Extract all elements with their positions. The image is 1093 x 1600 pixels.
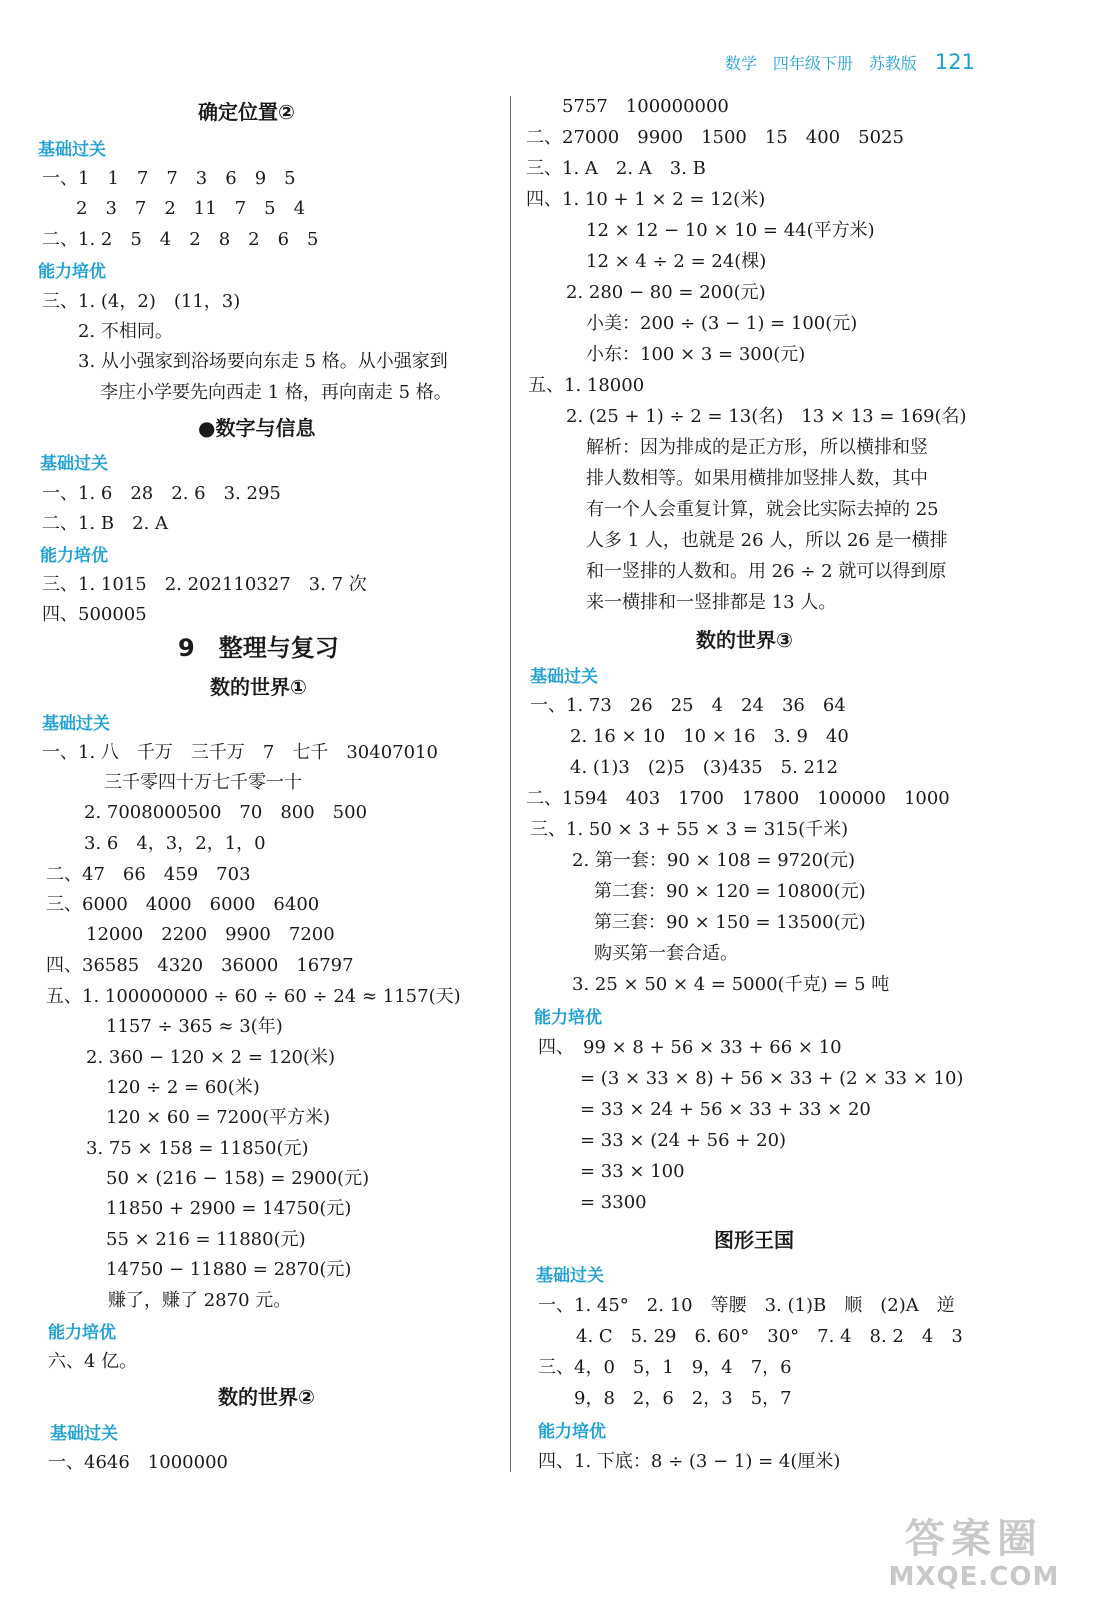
left-text-37: 55 × 216 = 11880(元)	[106, 1229, 306, 1250]
column-divider	[510, 96, 511, 1472]
page-number: 121	[934, 50, 975, 74]
left-label-40: 能力培优	[48, 1323, 116, 1343]
left-text-32: 120 ÷ 2 = 60(米)	[106, 1077, 260, 1098]
left-text-3: 一、1 1 7 7 3 6 9 5	[42, 168, 296, 189]
left-text-29: 五、1. 100000000 ÷ 60 ÷ 60 ÷ 24 ≈ 1157(天)	[46, 986, 461, 1007]
watermark-text: 答案圈	[905, 1516, 1043, 1562]
right-text-1: 5757 100000000	[562, 96, 729, 117]
right-text-34: = 33 × (24 + 56 + 20)	[580, 1130, 787, 1151]
right-title-37: 图形王国	[714, 1228, 794, 1252]
right-text-44: 四、1. 下底：8 ÷ (3 − 1) = 4(厘米)	[538, 1451, 841, 1472]
left-label-2: 基础过关	[38, 140, 106, 160]
left-label-15: 能力培优	[40, 546, 108, 566]
right-text-24: 三、1. 50 × 3 + 55 × 3 = 315(千米)	[530, 819, 849, 840]
right-text-2: 二、27000 9900 1500 15 400 5025	[526, 127, 904, 148]
left-title-42: 数的世界②	[218, 1385, 315, 1409]
right-text-14: 有一个人会重复计算，就会比实际去掉的 25	[586, 499, 939, 520]
right-text-16: 和一竖排的人数和。用 26 ÷ 2 就可以得到原	[586, 561, 947, 582]
right-text-41: 三、4，0 5，1 9，4 7，6	[538, 1357, 792, 1378]
right-text-25: 2. 第一套：90 × 108 = 9720(元)	[572, 850, 856, 871]
right-text-29: 3. 25 × 50 × 4 = 5000(千克) = 5 吨	[572, 974, 890, 995]
right-text-6: 12 × 4 ÷ 2 = 24(棵)	[586, 251, 767, 272]
left-text-26: 三、6000 4000 6000 6400	[46, 894, 320, 915]
left-text-25: 二、47 66 459 703	[46, 864, 251, 885]
header-subject: 数学	[724, 54, 757, 73]
right-text-9: 小东：100 × 3 = 300(元)	[586, 344, 806, 365]
left-text-35: 50 × (216 − 158) = 2900(元)	[106, 1168, 370, 1189]
left-text-39: 赚了，赚了 2870 元。	[108, 1290, 292, 1311]
left-chapter-18: 9 整理与复习	[178, 634, 339, 662]
right-text-27: 第三套：90 × 150 = 13500(元)	[594, 912, 866, 933]
left-text-36: 11850 + 2900 = 14750(元)	[106, 1198, 352, 1219]
left-text-34: 3. 75 × 158 = 11850(元)	[86, 1138, 309, 1159]
left-text-17: 四、500005	[42, 604, 147, 625]
left-text-41: 六、4 亿。	[48, 1351, 138, 1372]
left-title-19: 数的世界①	[210, 675, 307, 699]
left-text-33: 120 × 60 = 7200(平方米)	[106, 1107, 331, 1128]
left-text-24: 3. 6 4，3，2，1，0	[84, 833, 266, 854]
right-title-18: 数的世界③	[696, 628, 793, 652]
right-text-39: 一、1. 45° 2. 10 等腰 3. (1)B 顺 (2)A 逆	[538, 1295, 955, 1316]
right-text-31: 四、 99 × 8 + 56 × 33 + 66 × 10	[538, 1037, 842, 1058]
right-text-21: 2. 16 × 10 10 × 16 3. 9 40	[570, 726, 849, 747]
right-text-12: 解析：因为排成的是正方形，所以横排和竖	[586, 437, 928, 458]
left-text-38: 14750 − 11880 = 2870(元)	[106, 1259, 352, 1280]
right-text-22: 4. (1)3 (2)5 (3)435 5. 212	[570, 757, 838, 778]
left-text-22: 三千零四十万七千零一十	[104, 772, 302, 793]
left-text-27: 12000 2200 9900 7200	[86, 924, 335, 945]
left-text-31: 2. 360 − 120 × 2 = 120(米)	[86, 1047, 336, 1068]
right-text-42: 9，8 2，6 2，3 5，7	[574, 1388, 792, 1409]
left-text-44: 一、4646 1000000	[48, 1452, 228, 1473]
page-header	[725, 50, 975, 74]
right-text-26: 第二套：90 × 120 = 10800(元)	[594, 881, 866, 902]
left-title-1: 确定位置②	[198, 100, 295, 124]
right-text-15: 人多 1 人，也就是 26 人，所以 26 是一横排	[586, 530, 948, 551]
watermark-logo	[879, 1516, 1069, 1594]
right-text-36: = 3300	[580, 1192, 647, 1213]
left-text-5: 二、1. 2 5 4 2 8 2 6 5	[42, 229, 319, 250]
left-text-4: 2 3 7 2 11 7 5 4	[76, 198, 306, 219]
left-text-23: 2. 7008000500 70 800 500	[84, 802, 368, 823]
left-text-10: 李庄小学要先向西走 1 格，再向南走 5 格。	[100, 382, 452, 403]
right-text-17: 来一横排和一竖排都是 13 人。	[586, 592, 837, 613]
left-text-7: 三、1. (4，2) (11，3)	[42, 291, 241, 312]
left-text-30: 1157 ÷ 365 ≈ 3(年)	[106, 1016, 283, 1037]
left-title-11: ●数字与信息	[198, 416, 316, 440]
left-label-12: 基础过关	[40, 454, 108, 474]
left-text-13: 一、1. 6 28 2. 6 3. 295	[42, 483, 281, 504]
right-text-4: 四、1. 10 + 1 × 2 = 12(米)	[526, 189, 766, 210]
left-text-9: 3. 从小强家到浴场要向东走 5 格。从小强家到	[78, 351, 448, 372]
right-text-40: 4. C 5. 29 6. 60° 30° 7. 4 8. 2 4 3	[576, 1326, 963, 1347]
right-text-35: = 33 × 100	[580, 1161, 685, 1182]
header-grade: 四年级下册	[772, 54, 853, 73]
right-text-32: = (3 × 33 × 8) + 56 × 33 + (2 × 33 × 10)	[580, 1068, 964, 1089]
header-edition: 苏教版	[868, 54, 917, 73]
left-label-6: 能力培优	[38, 262, 106, 282]
left-text-21: 一、1. 八 千万 三千万 7 七千 30407010	[42, 742, 438, 763]
right-label-38: 基础过关	[536, 1266, 604, 1286]
left-text-14: 二、1. B 2. A	[42, 513, 169, 534]
right-text-13: 排人数相等。如果用横排加竖排人数，其中	[586, 468, 928, 489]
left-text-16: 三、1. 1015 2. 202110327 3. 7 次	[42, 574, 367, 595]
left-label-20: 基础过关	[42, 714, 110, 734]
right-label-19: 基础过关	[530, 667, 598, 687]
right-text-11: 2. (25 + 1) ÷ 2 = 13(名) 13 × 13 = 169(名)	[566, 406, 967, 427]
right-label-30: 能力培优	[534, 1008, 602, 1028]
right-label-43: 能力培优	[538, 1422, 606, 1442]
right-text-23: 二、1594 403 1700 17800 100000 1000	[526, 788, 950, 809]
left-label-43: 基础过关	[50, 1424, 118, 1444]
right-text-7: 2. 280 − 80 = 200(元)	[566, 282, 766, 303]
right-text-8: 小美：200 ÷ (3 − 1) = 100(元)	[586, 313, 858, 334]
left-text-28: 四、36585 4320 36000 16797	[46, 955, 354, 976]
right-text-28: 购买第一套合适。	[594, 943, 738, 964]
left-text-8: 2. 不相同。	[78, 321, 173, 342]
right-text-10: 五、1. 18000	[528, 375, 645, 396]
right-text-33: = 33 × 24 + 56 × 33 + 33 × 20	[580, 1099, 871, 1120]
right-text-5: 12 × 12 − 10 × 10 = 44(平方米)	[586, 220, 875, 241]
watermark-url: MXQE.COM	[888, 1562, 1060, 1592]
right-text-20: 一、1. 73 26 25 4 24 36 64	[530, 695, 846, 716]
right-text-3: 三、1. A 2. A 3. B	[526, 158, 706, 179]
